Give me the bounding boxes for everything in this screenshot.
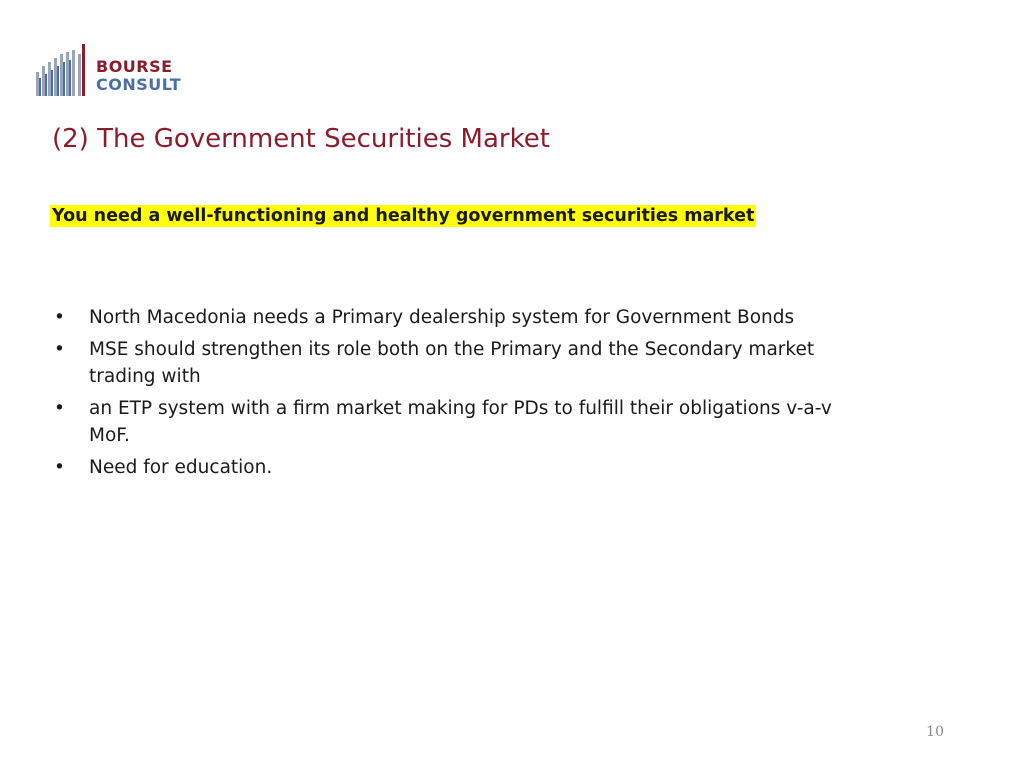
logo-line-consult: CONSULT bbox=[96, 75, 182, 94]
bullet-text: Need for education. bbox=[89, 457, 273, 478]
bourse-consult-logo bbox=[34, 44, 194, 100]
logo-bars-icon bbox=[34, 44, 94, 100]
bullet-text: an ETP system with a firm market making for PDs to fulfill their obligations v-a-v MoF. bbox=[89, 398, 832, 446]
bullet-list bbox=[52, 304, 872, 486]
bullet-item bbox=[52, 454, 872, 481]
bullet-item bbox=[52, 395, 872, 449]
bullet-text: North Macedonia needs a Primary dealership system for Government Bonds bbox=[89, 307, 795, 328]
bullet-text: MSE should strengthen its role both on the Primary and the Secondary market trading with bbox=[89, 339, 815, 387]
bullet-dot-icon: • bbox=[54, 307, 65, 328]
bullet-dot-icon: • bbox=[54, 457, 65, 478]
highlighted-statement: You need a well-functioning and healthy government securities market bbox=[52, 206, 755, 226]
page-number: 10 bbox=[926, 724, 944, 740]
slide-title: (2) The Government Securities Market bbox=[52, 124, 550, 154]
logo-line-bourse: BOURSE bbox=[96, 57, 173, 76]
bullet-item bbox=[52, 304, 872, 331]
bullet-dot-icon: • bbox=[54, 398, 65, 419]
bullet-dot-icon: • bbox=[54, 339, 65, 360]
logo-text bbox=[96, 58, 181, 94]
bullet-item bbox=[52, 336, 872, 390]
